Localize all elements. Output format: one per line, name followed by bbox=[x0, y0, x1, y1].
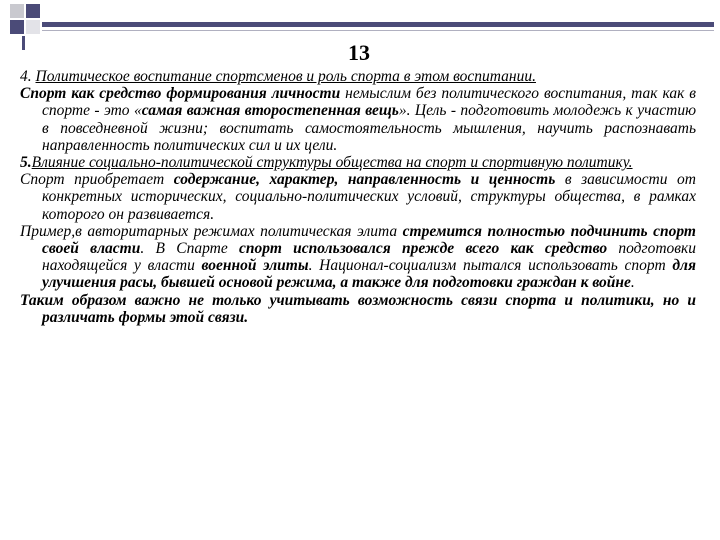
text-run: самая важная второстепенная вещь bbox=[141, 102, 399, 120]
text-run: . Национал-социализм пытался использовать спорт bbox=[308, 257, 673, 275]
decor-square-light bbox=[26, 20, 40, 34]
text-run: в зависимости от конкретных исторических, социально-политических условий, структуры общества, в рамках которого он развивается. bbox=[42, 171, 696, 223]
text-run: Политическое воспитание спортсменов и роль спорта в этом воспитании. bbox=[35, 68, 536, 85]
text-run: Таким образом важно не только учитывать возможность связи спорта и политики, но и различать формы этой связи. bbox=[20, 291, 696, 326]
paragraph bbox=[20, 85, 696, 154]
text-run: подготовки находящейся у власти bbox=[42, 240, 696, 275]
text-run: Влияние социально-политической структуры общества на спорт и спортивную политику. bbox=[31, 154, 633, 172]
text-run: Пример,в авторитарных режимах политическая элита bbox=[20, 222, 403, 240]
text-run: 5. bbox=[20, 154, 32, 172]
text-run: военной элиты bbox=[201, 257, 309, 275]
text-run: . bbox=[630, 274, 635, 292]
decor-square-dark bbox=[10, 20, 24, 34]
text-run: спорт использовался прежде всего как средство bbox=[239, 240, 608, 258]
paragraph bbox=[20, 171, 696, 223]
decor-square-dark bbox=[26, 4, 40, 18]
paragraph bbox=[20, 292, 696, 326]
text-run: ». Цель - подготовить молодежь к участию в повседневной жизни; воспитать самостоятельность мышления, научить распознавать направленность политических сил и их цели. bbox=[42, 102, 696, 154]
text-run: Спорт приобретает bbox=[20, 171, 174, 189]
text-run: для улучшения расы, бывшей основой режима, а также для подготовки граждан к войне bbox=[42, 257, 696, 292]
header-rule bbox=[42, 22, 714, 27]
page-number: 13 bbox=[348, 40, 370, 65]
slide-body bbox=[20, 68, 696, 326]
paragraph bbox=[20, 223, 696, 292]
text-run: немыслим без политического воспитания, так как в спорте - это « bbox=[42, 85, 696, 120]
text-run: стремится полностью подчинить спорт своей власти bbox=[42, 222, 696, 258]
decor-square-light bbox=[10, 4, 24, 18]
text-run: содержание, характер, направленность и ценность bbox=[173, 171, 556, 189]
text-run: Спорт как средство формирования личности bbox=[20, 85, 341, 103]
text-run: . В Спарте bbox=[140, 240, 240, 258]
text-run: 4. bbox=[20, 68, 36, 85]
side-rule bbox=[22, 36, 25, 50]
paragraph bbox=[20, 68, 696, 85]
header-rule-thin bbox=[42, 30, 714, 31]
paragraph bbox=[20, 154, 696, 171]
